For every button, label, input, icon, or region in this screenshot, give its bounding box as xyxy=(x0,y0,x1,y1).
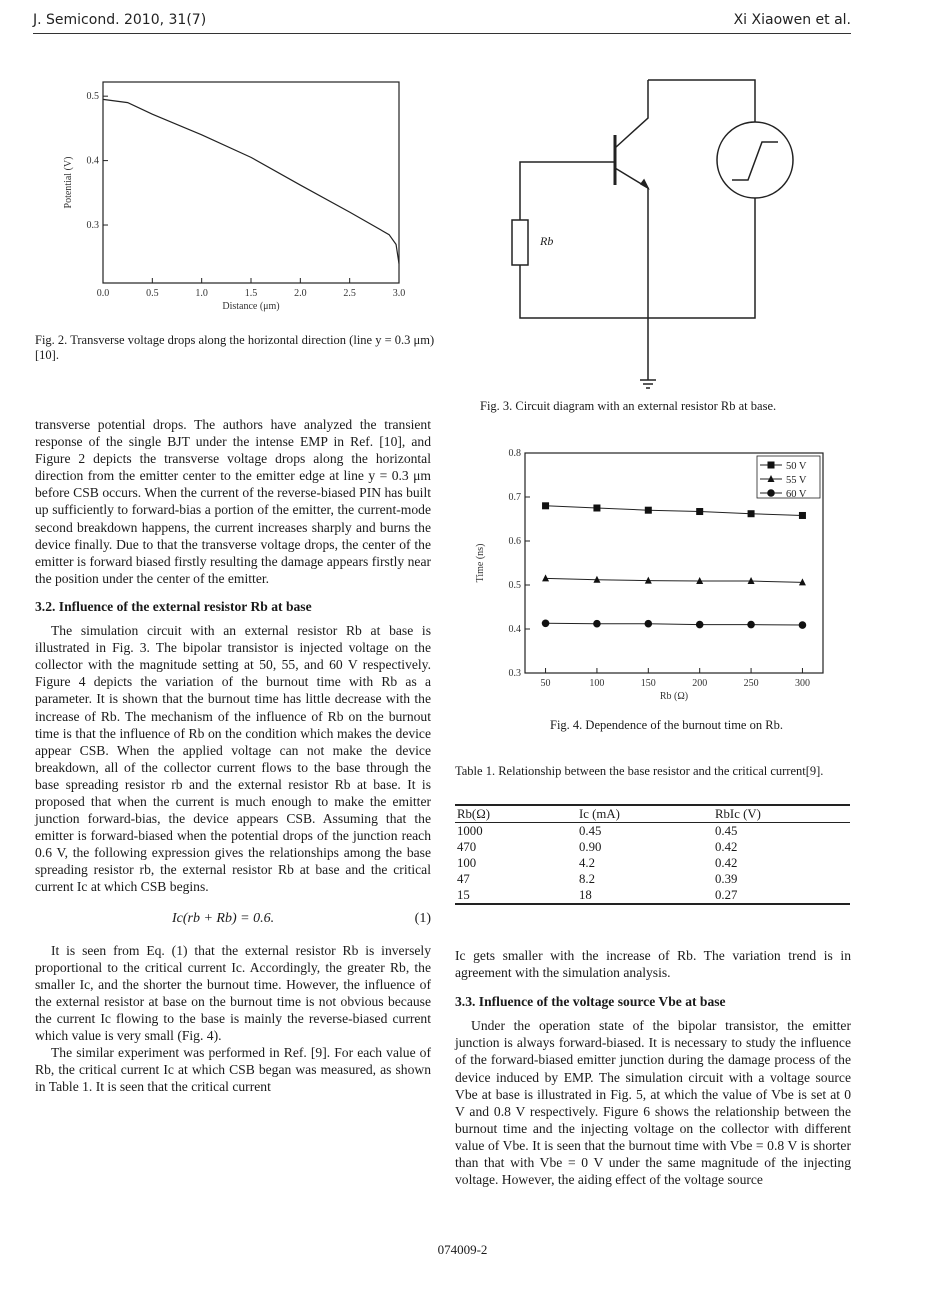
table-cell: 47 xyxy=(457,872,470,886)
data-point xyxy=(696,508,703,515)
table-cell: 8.2 xyxy=(579,872,595,886)
left-column xyxy=(35,416,431,1095)
x-tick-label: 0.0 xyxy=(96,288,110,299)
equation-row xyxy=(35,910,431,930)
table-row xyxy=(455,871,850,887)
y-axis-label: Time (ns) xyxy=(475,543,486,583)
table-header: RbIc (V) xyxy=(715,807,761,821)
y-tick-label: 0.4 xyxy=(86,155,99,167)
table-row xyxy=(455,855,850,871)
x-tick-label: 250 xyxy=(743,678,759,689)
section-heading-3-3: 3.3. Influence of the voltage source Vbe at base xyxy=(455,994,726,1010)
x-tick-label: 2.5 xyxy=(343,288,356,299)
table-cell: 0.27 xyxy=(715,888,738,902)
fig2-caption: Fig. 2. Transverse voltage drops along the horizontal direction (line y = 0.3 μm)[10]. xyxy=(35,333,435,362)
page-number: 074009-2 xyxy=(437,1242,488,1257)
legend-label: 60 V xyxy=(786,489,807,500)
table-cell: 4.2 xyxy=(579,856,595,870)
x-tick-label: 2.0 xyxy=(294,288,307,299)
y-tick-label: 0.6 xyxy=(508,536,521,547)
table-row xyxy=(455,839,850,855)
x-axis-label: Distance (μm) xyxy=(222,301,280,312)
legend-marker xyxy=(767,489,775,497)
plot-frame xyxy=(525,453,823,673)
series-line-55V xyxy=(546,578,803,582)
data-point xyxy=(645,507,652,514)
table1-caption: Table 1. Relationship between the base resistor and the critical current[9]. xyxy=(455,764,824,778)
paragraph: transverse potential drops. The authors have analyzed the transient response of the single BJT under the intense EMP in Ref. [10], and Figure 2 depicts the transverse voltage drops along the horizontal direction from the emitter center to the emitter edge at line y = 0.3 μm before CSB occurs. When the current of the reverse-biased PIN has built up sufficiently to forward-bias a portion of the emitter, the current-mode second breakdown happens, the current increases sharply and burns the device finally. Due to that the transverse voltage drops, the center of the emitter is forward biased firstly resulting the damage appears firstly near the position under the center of the emitter. xyxy=(35,417,431,586)
table-cell: 18 xyxy=(579,888,592,902)
paragraph: The similar experiment was performed in Ref. [9]. For each value of Rb, the critical current Ic at which CSB began was measured, as shown in Table 1. It is seen that the critical current xyxy=(35,1045,431,1095)
paragraph: The simulation circuit with an external resistor Rb at base is illustrated in Fig. 3. The bipolar transistor is injected voltage on the collector with the magnitude setting at 50, 55, and 60 V respectively. Figure 4 depicts the variation of the burnout time with Rb as a parameter. It is shown that the burnout time has little decrease with the increase of Rb. The mechanism of the influence of Rb on the burnout time is that the influence of Rb on the condition which makes the device appear CSB. When the applied voltage can not make the device breakdown, all of the collector current flows to the base through the base spreading resistor rb and the external resistor Rb at base. It is proposed that when the current is much enough to make the emitter junction forward-bias, the device appears CSB. Assuming that the emitter is forward-biased when the potential drops of the junction reach 0.6 V, the following expression gives the relationships among the base spreading resistor rb, the external resistor Rb at base and the critical current Ic at which CSB begins. xyxy=(35,623,431,895)
series-line-50V xyxy=(546,506,803,516)
table-cell: 0.39 xyxy=(715,872,738,886)
equation-1: Ic(rb + Rb) = 0.6. xyxy=(172,910,275,926)
data-point xyxy=(645,620,653,628)
journal-header: J. Semicond. 2010, 31(7) xyxy=(33,12,207,28)
table-cell: 0.45 xyxy=(579,824,602,838)
paragraph: Ic gets smaller with the increase of Rb. The variation trend is in agreement with the simulation analysis. xyxy=(455,948,851,981)
y-tick-label: 0.3 xyxy=(86,220,99,232)
x-axis-label: Rb (Ω) xyxy=(659,691,689,702)
y-tick-label: 0.3 xyxy=(508,668,521,679)
x-tick-label: 1.5 xyxy=(244,288,258,299)
table-cell: 15 xyxy=(457,888,470,902)
x-tick-label: 3.0 xyxy=(392,288,406,299)
table-cell: 0.42 xyxy=(715,856,738,870)
x-tick-label: 200 xyxy=(692,678,708,689)
y-tick-label: 0.5 xyxy=(86,91,99,103)
data-point xyxy=(593,505,600,512)
equation-number: (1) xyxy=(414,910,431,926)
table-header: Ic (mA) xyxy=(579,807,620,821)
x-tick-label: 0.5 xyxy=(146,288,159,299)
table-row xyxy=(455,887,850,904)
x-tick-label: 1.0 xyxy=(195,288,208,299)
x-tick-label: 100 xyxy=(589,678,605,689)
legend-marker xyxy=(768,462,775,469)
paragraph: It is seen from Eq. (1) that the external resistor Rb is inversely proportional to the critical current Ic. Accordingly, the greater Rb, the smaller Ic, and the shorter the burnout time. However, the influence of the external resistor at base on the burnout time is not obvious because the current Ic flowing to the base is mainly the reverse-biased current which value is very small (Fig. 4). xyxy=(35,942,431,1043)
authors-header: Xi Xiaowen et al. xyxy=(733,12,851,28)
data-point xyxy=(593,620,601,628)
x-tick-label: 50 xyxy=(540,678,551,689)
section-heading-3-2: 3.2. Influence of the external resistor Rb at base xyxy=(35,598,312,614)
resistor-label: Rb xyxy=(540,234,554,248)
legend-label: 55 V xyxy=(786,475,807,486)
legend-label: 50 V xyxy=(786,461,807,472)
table-cell: 0.42 xyxy=(715,840,738,854)
table-cell: 470 xyxy=(457,840,477,854)
right-column xyxy=(455,947,851,1188)
data-point xyxy=(799,621,807,629)
table-cell: 0.45 xyxy=(715,824,738,838)
data-point xyxy=(748,510,755,517)
paragraph: Under the operation state of the bipolar transistor, the emitter junction is always forward-biased. It is necessary to study the influence of the forward-biased emitter junction during the damage process of the device induced by EMP. The simulation circuit with a voltage source Vbe at base is illustrated in Fig. 5, at which the value of Vbe is set at 0 V and 0.8 V respectively. Figure 6 shows the relationship between the burnout time and the injecting voltage on the collector with different value of Vbe. It is seen that the burnout time with Vbe = 0.8 V is shorter than that with Vbe = 0 V under the same magnitude of the injecting voltage. However, the aiding effect of the voltage source xyxy=(455,1018,851,1188)
table-cell: 1000 xyxy=(457,824,483,838)
x-tick-label: 300 xyxy=(794,678,810,689)
y-axis-label: Potential (V) xyxy=(63,156,74,209)
data-point xyxy=(542,574,549,581)
y-tick-label: 0.7 xyxy=(508,492,521,503)
table-cell: 100 xyxy=(457,856,477,870)
table-cell: 0.90 xyxy=(579,840,602,854)
data-point xyxy=(542,502,549,509)
data-point xyxy=(696,621,704,629)
data-point xyxy=(747,621,755,629)
table1 xyxy=(455,804,850,905)
x-tick-label: 150 xyxy=(640,678,656,689)
table-row xyxy=(455,823,850,840)
y-tick-label: 0.4 xyxy=(508,624,521,635)
data-point xyxy=(542,619,550,627)
table-header: Rb(Ω) xyxy=(457,807,490,821)
series-line-60V xyxy=(546,623,803,625)
data-point xyxy=(799,512,806,519)
fig3-caption: Fig. 3. Circuit diagram with an external resistor Rb at base. xyxy=(480,399,777,413)
y-tick-label: 0.5 xyxy=(508,580,521,591)
fig4-caption: Fig. 4. Dependence of the burnout time on Rb. xyxy=(550,718,783,732)
y-tick-label: 0.8 xyxy=(508,448,521,459)
